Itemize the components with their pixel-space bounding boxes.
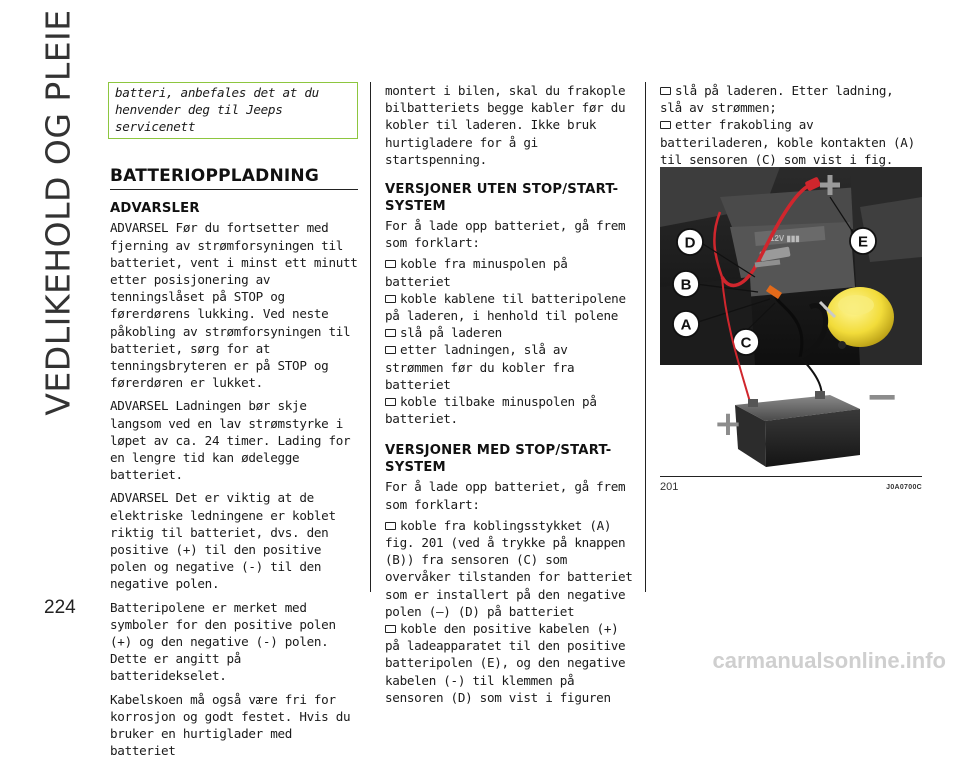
section-heading: BATTERIOPPLADNING bbox=[110, 168, 358, 190]
watermark: carmanualsonline.info bbox=[712, 648, 946, 673]
lead-paragraph: For å lade opp batteriet, gå frem som forklart: bbox=[385, 218, 626, 251]
column-divider bbox=[370, 82, 371, 592]
figure-number: 201 bbox=[660, 481, 679, 493]
battery-charging-figure bbox=[660, 167, 922, 477]
warnings-heading: ADVARSLER bbox=[110, 200, 200, 216]
svg-text:D: D bbox=[684, 234, 696, 252]
figure-caption bbox=[660, 481, 922, 493]
column-divider bbox=[645, 82, 646, 592]
callout-label-a bbox=[673, 311, 699, 337]
svg-text:12V ▮▮▮: 12V ▮▮▮ bbox=[770, 234, 800, 243]
list-item: koble kablene til batteripolene på laderen, i henhold til polene bbox=[385, 290, 626, 324]
list-item: koble fra minuspolen på batteriet bbox=[385, 256, 568, 289]
warning-paragraph: ADVARSEL Ladningen bør skje langsom ved en lav strømstyrke i løpet av ca. 24 timer. Lading for en lengre tid kan ødelegge batteriet. bbox=[110, 398, 351, 483]
checkbox-bullet-icon bbox=[385, 329, 396, 337]
list-item: etter frakobling av batteriladeren, koble kontakten (A) til sensoren (C) som vist i fig. bbox=[660, 117, 915, 167]
checkbox-bullet-icon bbox=[660, 87, 671, 95]
svg-text:E: E bbox=[857, 233, 869, 251]
svg-text:A: A bbox=[680, 316, 692, 334]
checkbox-bullet-icon bbox=[385, 260, 396, 268]
checkbox-bullet-icon bbox=[660, 121, 671, 129]
callout-label-d bbox=[677, 229, 703, 255]
engine-bay-photo bbox=[660, 167, 922, 365]
figure-code: J0A0700C bbox=[886, 484, 922, 491]
body-paragraph: montert i bilen, skal du frakople bilbatteriets begge kabler før du kobler til laderen. Ikke bruk hurtigladere for å gi startspenning. bbox=[385, 83, 626, 167]
note-box: batteri, anbefales det at du henvender deg til Jeeps servicenett bbox=[108, 82, 358, 139]
callout-label-c bbox=[733, 329, 759, 355]
figure-illustration bbox=[660, 167, 922, 477]
subsection-heading: VERSJONER UTEN STOP/START-SYSTEM bbox=[385, 182, 619, 214]
svg-text:B: B bbox=[680, 276, 692, 294]
list-item: koble den positive kabelen (+) på ladeapparatet til den positive batteripolen (E), og den negative kabelen (-) til klemmen på sensoren (D) som vist i figuren bbox=[385, 621, 626, 705]
page-number: 224 bbox=[44, 597, 76, 618]
list-item: koble fra koblingsstykket (A) fig. 201 (ved å trykke på knappen (B)) fra sensoren (C) som overvåker tilstanden for batteriet som er installert på den negative polen (–) (D) på batteriet bbox=[385, 517, 633, 619]
list-item: etter ladningen, slå av strømmen før du kobler fra batteriet bbox=[385, 342, 575, 392]
column-1 bbox=[110, 82, 358, 759]
svg-text:−: − bbox=[865, 374, 899, 420]
callout-label-b bbox=[673, 271, 699, 297]
svg-text:+: + bbox=[713, 404, 743, 444]
checkbox-bullet-icon bbox=[385, 346, 396, 354]
body-paragraph: Batteripolene er merket med symboler for den positive polen (+) og den negative (-) polen. Dette er angitt på batteridekselet. bbox=[110, 599, 336, 684]
svg-text:C: C bbox=[740, 334, 752, 352]
subsection-heading: VERSJONER MED STOP/START-SYSTEM bbox=[385, 443, 612, 475]
callout-label-e bbox=[850, 228, 876, 254]
body-paragraph: Kabelskoen må også være fri for korrosjon og godt festet. Hvis du bruker en hurtiglader med batteriet bbox=[110, 691, 351, 759]
checkbox-bullet-icon bbox=[385, 398, 396, 406]
list-item: slå på laderen bbox=[385, 324, 633, 341]
warning-paragraph: ADVARSEL Før du fortsetter med fjerning av strømforsyningen til batteriet, vent i minst ett minutt etter posisjonering av tenningslåset på STOP og førerdørens lukking. Ved neste påkobling av strømforsyningen til batteriet, sørg for at tenningsbryteren er på STOP og førerdøren er lukket. bbox=[110, 220, 358, 391]
list-item: koble tilbake minuspolen på batteriet. bbox=[385, 394, 597, 427]
checkbox-bullet-icon bbox=[385, 625, 396, 633]
warning-paragraph: ADVARSEL Det er viktig at de elektriske ledningene er koblet riktig til batteriet, dvs. den positive (+) til den positive polen og negative (-) til den negative polen. bbox=[110, 490, 336, 592]
checkbox-bullet-icon bbox=[385, 522, 396, 530]
chapter-title: VEDLIKEHOLD OG PLEIE bbox=[38, 9, 78, 416]
checkbox-bullet-icon bbox=[385, 295, 396, 303]
column-2 bbox=[385, 82, 633, 706]
lead-paragraph: For å lade opp batteriet, gå frem som forklart: bbox=[385, 479, 626, 512]
list-item: slå på laderen. Etter ladning, slå av strømmen; bbox=[660, 83, 894, 116]
